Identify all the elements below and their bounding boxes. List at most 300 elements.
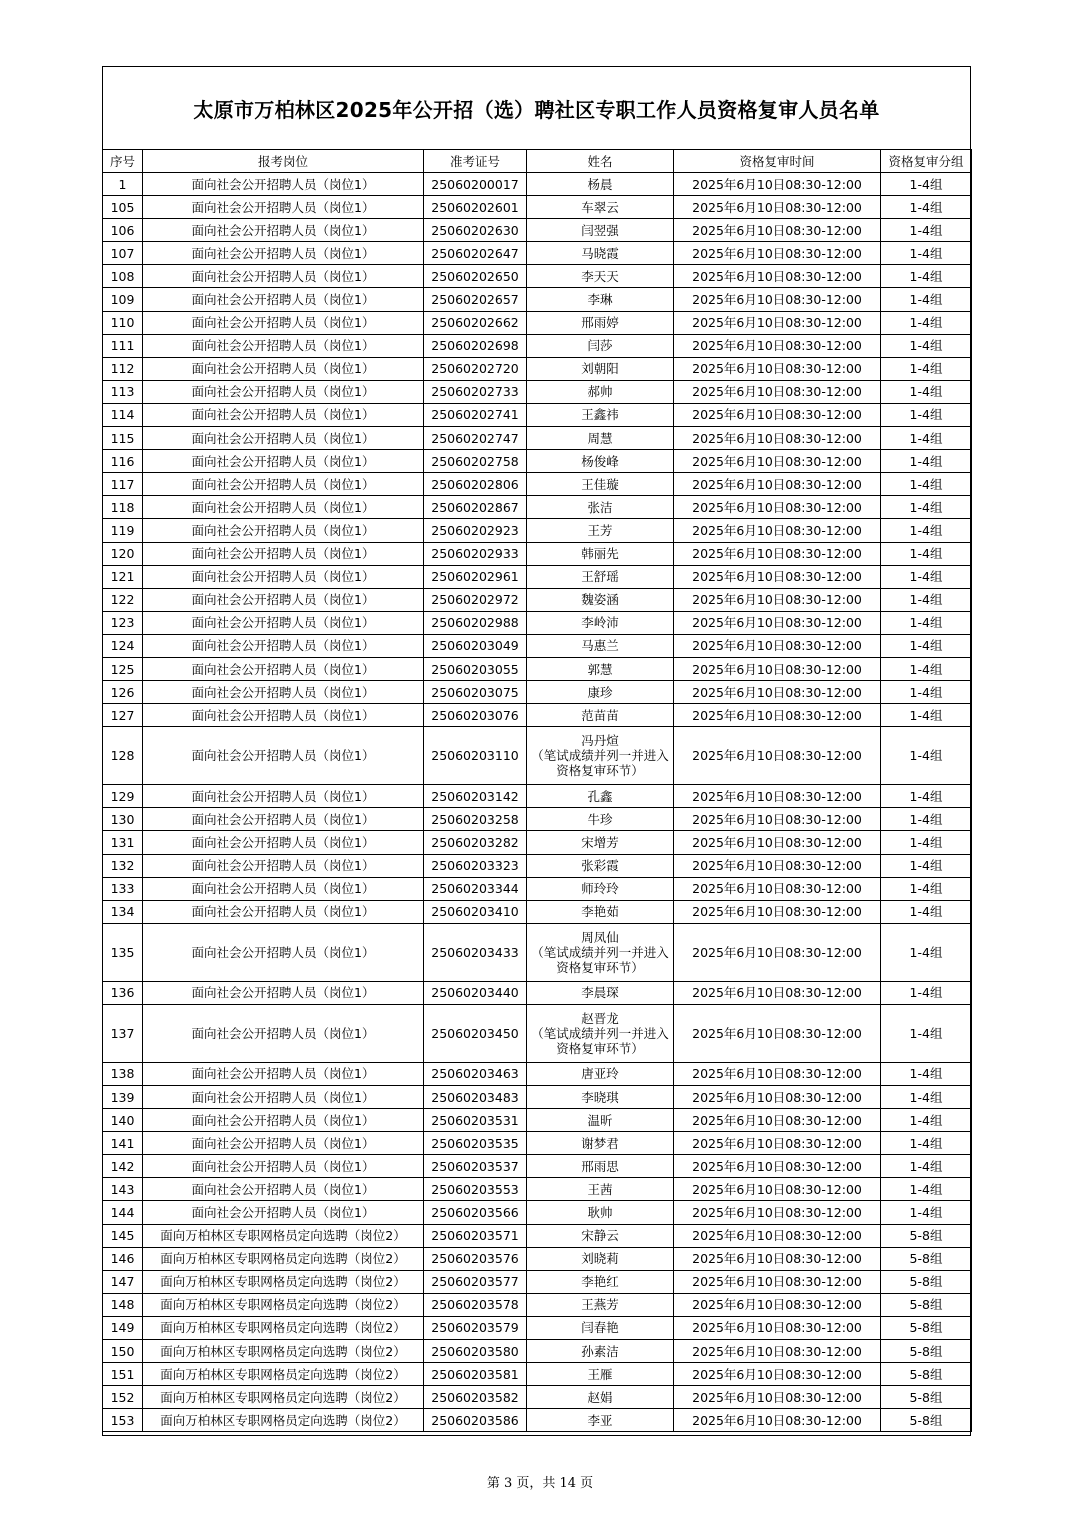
row-review-group: 1-4组 [881, 311, 972, 334]
row-name: 康珍 [527, 681, 674, 704]
row-review-time: 2025年6月10日08:30-12:00 [674, 923, 881, 981]
row-review-time: 2025年6月10日08:30-12:00 [674, 657, 881, 680]
row-review-time: 2025年6月10日08:30-12:00 [674, 1109, 881, 1132]
row-no: 127 [103, 704, 143, 727]
row-name: 李艳茹 [527, 900, 674, 923]
row-name [527, 923, 674, 981]
row-review-group: 1-4组 [881, 785, 972, 808]
table-row [103, 877, 972, 900]
row-exam-number: 25060202647 [424, 242, 527, 265]
table-row [103, 219, 972, 242]
row-name-note: （笔试成绩并列一并进入 [531, 748, 669, 764]
table-row [103, 657, 972, 680]
row-name: 李琳 [527, 288, 674, 311]
row-post: 面向社会公开招聘人员（岗位1） [143, 542, 424, 565]
row-review-group: 1-4组 [881, 473, 972, 496]
row-no: 139 [103, 1086, 143, 1109]
row-review-time: 2025年6月10日08:30-12:00 [674, 1224, 881, 1247]
row-review-time: 2025年6月10日08:30-12:00 [674, 1363, 881, 1386]
row-review-time: 2025年6月10日08:30-12:00 [674, 1201, 881, 1224]
row-exam-number: 25060203535 [424, 1132, 527, 1155]
row-post: 面向万柏林区专职网格员定向选聘（岗位2） [143, 1363, 424, 1386]
row-name: 郝帅 [527, 380, 674, 403]
row-review-time: 2025年6月10日08:30-12:00 [674, 634, 881, 657]
row-review-time: 2025年6月10日08:30-12:00 [674, 808, 881, 831]
table-row [103, 785, 972, 808]
table-row [103, 265, 972, 288]
row-post: 面向万柏林区专职网格员定向选聘（岗位2） [143, 1270, 424, 1293]
row-name: 李岭沛 [527, 611, 674, 634]
row-exam-number: 25060203433 [424, 923, 527, 981]
row-review-group: 1-4组 [881, 380, 972, 403]
row-no: 121 [103, 565, 143, 588]
row-no: 132 [103, 854, 143, 877]
row-review-time: 2025年6月10日08:30-12:00 [674, 542, 881, 565]
row-exam-number: 25060202741 [424, 403, 527, 426]
row-exam-number: 25060203582 [424, 1386, 527, 1409]
row-name: 杨俊峰 [527, 450, 674, 473]
row-exam-number: 25060200017 [424, 173, 527, 196]
row-name: 闫莎 [527, 334, 674, 357]
row-review-group: 1-4组 [881, 657, 972, 680]
row-exam-number: 25060202867 [424, 496, 527, 519]
row-exam-number: 25060203410 [424, 900, 527, 923]
row-name: 宋静云 [527, 1224, 674, 1247]
row-name: 师玲玲 [527, 877, 674, 900]
row-no: 111 [103, 334, 143, 357]
row-review-group: 1-4组 [881, 565, 972, 588]
row-no: 145 [103, 1224, 143, 1247]
row-post: 面向万柏林区专职网格员定向选聘（岗位2） [143, 1316, 424, 1339]
row-name: 张彩霞 [527, 854, 674, 877]
row-exam-number: 25060203282 [424, 831, 527, 854]
row-review-group: 5-8组 [881, 1247, 972, 1270]
row-name: 邢雨婷 [527, 311, 674, 334]
page-footer: 第 3 页，共 14 页 [486, 1476, 594, 1491]
row-exam-number: 25060203055 [424, 657, 527, 680]
row-post: 面向万柏林区专职网格员定向选聘（岗位2） [143, 1340, 424, 1363]
row-no: 110 [103, 311, 143, 334]
row-no: 138 [103, 1062, 143, 1085]
row-exam-number: 25060203553 [424, 1178, 527, 1201]
row-exam-number: 25060203075 [424, 681, 527, 704]
row-review-time: 2025年6月10日08:30-12:00 [674, 900, 881, 923]
row-post: 面向社会公开招聘人员（岗位1） [143, 519, 424, 542]
row-post: 面向社会公开招聘人员（岗位1） [143, 380, 424, 403]
row-post: 面向社会公开招聘人员（岗位1） [143, 681, 424, 704]
row-review-group: 1-4组 [881, 542, 972, 565]
roster-table [102, 149, 972, 1432]
row-no: 125 [103, 657, 143, 680]
row-post: 面向万柏林区专职网格员定向选聘（岗位2） [143, 1409, 424, 1432]
table-row [103, 1409, 972, 1432]
table-row [103, 565, 972, 588]
row-exam-number: 25060202650 [424, 265, 527, 288]
header-no: 序号 [103, 150, 143, 173]
table-row [103, 173, 972, 196]
row-no: 106 [103, 219, 143, 242]
row-name: 李亚 [527, 1409, 674, 1432]
row-name: 李晓琪 [527, 1086, 674, 1109]
row-post: 面向社会公开招聘人员（岗位1） [143, 981, 424, 1004]
row-review-time: 2025年6月10日08:30-12:00 [674, 1293, 881, 1316]
row-post: 面向社会公开招聘人员（岗位1） [143, 704, 424, 727]
row-post: 面向社会公开招聘人员（岗位1） [143, 265, 424, 288]
row-no: 146 [103, 1247, 143, 1270]
row-no: 130 [103, 808, 143, 831]
header-review-group: 资格复审分组 [881, 150, 972, 173]
row-exam-number: 25060202961 [424, 565, 527, 588]
row-name: 王佳璇 [527, 473, 674, 496]
row-exam-number: 25060203463 [424, 1062, 527, 1085]
row-name: 王雁 [527, 1363, 674, 1386]
table-row [103, 1155, 972, 1178]
row-review-time: 2025年6月10日08:30-12:00 [674, 727, 881, 785]
row-name: 宋增芳 [527, 831, 674, 854]
row-post: 面向社会公开招聘人员（岗位1） [143, 634, 424, 657]
row-no: 151 [103, 1363, 143, 1386]
row-post: 面向社会公开招聘人员（岗位1） [143, 334, 424, 357]
row-post: 面向社会公开招聘人员（岗位1） [143, 496, 424, 519]
row-review-time: 2025年6月10日08:30-12:00 [674, 1270, 881, 1293]
row-review-time: 2025年6月10日08:30-12:00 [674, 611, 881, 634]
row-exam-number: 25060202747 [424, 427, 527, 450]
row-exam-number: 25060203344 [424, 877, 527, 900]
row-name: 孔鑫 [527, 785, 674, 808]
row-review-group: 1-4组 [881, 727, 972, 785]
row-no: 143 [103, 1178, 143, 1201]
row-no: 150 [103, 1340, 143, 1363]
row-review-group: 1-4组 [881, 334, 972, 357]
row-review-time: 2025年6月10日08:30-12:00 [674, 981, 881, 1004]
row-no: 141 [103, 1132, 143, 1155]
row-review-group: 5-8组 [881, 1293, 972, 1316]
row-review-time: 2025年6月10日08:30-12:00 [674, 288, 881, 311]
row-post: 面向社会公开招聘人员（岗位1） [143, 565, 424, 588]
row-exam-number: 25060202601 [424, 196, 527, 219]
row-no: 148 [103, 1293, 143, 1316]
table-row [103, 242, 972, 265]
table-row [103, 831, 972, 854]
row-review-group: 1-4组 [881, 923, 972, 981]
row-no: 133 [103, 877, 143, 900]
row-post: 面向社会公开招聘人员（岗位1） [143, 311, 424, 334]
row-no: 105 [103, 196, 143, 219]
row-name: 李天天 [527, 265, 674, 288]
row-exam-number: 25060202806 [424, 473, 527, 496]
row-review-group: 1-4组 [881, 519, 972, 542]
row-post: 面向社会公开招聘人员（岗位1） [143, 588, 424, 611]
row-review-time: 2025年6月10日08:30-12:00 [674, 219, 881, 242]
row-exam-number: 25060203537 [424, 1155, 527, 1178]
row-no: 152 [103, 1386, 143, 1409]
table-row [103, 611, 972, 634]
header-row [103, 150, 972, 173]
row-no: 109 [103, 288, 143, 311]
row-name: 赵娟 [527, 1386, 674, 1409]
table-row [103, 1363, 972, 1386]
row-post: 面向万柏林区专职网格员定向选聘（岗位2） [143, 1224, 424, 1247]
row-review-time: 2025年6月10日08:30-12:00 [674, 1004, 881, 1062]
table-row [103, 634, 972, 657]
row-review-time: 2025年6月10日08:30-12:00 [674, 173, 881, 196]
table-row [103, 1178, 972, 1201]
table-row [103, 1086, 972, 1109]
row-exam-number: 25060203076 [424, 704, 527, 727]
row-review-group: 1-4组 [881, 196, 972, 219]
row-name: 郭慧 [527, 657, 674, 680]
row-no: 137 [103, 1004, 143, 1062]
row-review-group: 1-4组 [881, 1201, 972, 1224]
row-post: 面向社会公开招聘人员（岗位1） [143, 403, 424, 426]
table-row [103, 1293, 972, 1316]
row-name: 杨晨 [527, 173, 674, 196]
row-no: 136 [103, 981, 143, 1004]
row-post: 面向社会公开招聘人员（岗位1） [143, 357, 424, 380]
row-name: 韩丽先 [527, 542, 674, 565]
table-row [103, 808, 972, 831]
row-review-time: 2025年6月10日08:30-12:00 [674, 357, 881, 380]
row-post: 面向社会公开招聘人员（岗位1） [143, 1178, 424, 1201]
row-name: 温昕 [527, 1109, 674, 1132]
table-row [103, 1247, 972, 1270]
table-row [103, 681, 972, 704]
row-no: 118 [103, 496, 143, 519]
row-review-group: 1-4组 [881, 496, 972, 519]
table-row [103, 923, 972, 981]
row-no: 129 [103, 785, 143, 808]
row-review-group: 5-8组 [881, 1386, 972, 1409]
row-no: 131 [103, 831, 143, 854]
row-post: 面向社会公开招聘人员（岗位1） [143, 1086, 424, 1109]
row-no: 1 [103, 173, 143, 196]
row-post: 面向社会公开招聘人员（岗位1） [143, 854, 424, 877]
row-post: 面向社会公开招聘人员（岗位1） [143, 727, 424, 785]
row-review-time: 2025年6月10日08:30-12:00 [674, 877, 881, 900]
row-name: 李艳红 [527, 1270, 674, 1293]
row-name: 王舒瑶 [527, 565, 674, 588]
row-exam-number: 25060203577 [424, 1270, 527, 1293]
table-row [103, 1062, 972, 1085]
row-review-group: 1-4组 [881, 1132, 972, 1155]
row-name: 耿帅 [527, 1201, 674, 1224]
row-post: 面向社会公开招聘人员（岗位1） [143, 1132, 424, 1155]
row-review-time: 2025年6月10日08:30-12:00 [674, 334, 881, 357]
row-post: 面向社会公开招聘人员（岗位1） [143, 242, 424, 265]
row-exam-number: 25060202720 [424, 357, 527, 380]
row-review-group: 1-4组 [881, 1155, 972, 1178]
row-no: 128 [103, 727, 143, 785]
table-row [103, 1132, 972, 1155]
row-no: 134 [103, 900, 143, 923]
row-post: 面向社会公开招聘人员（岗位1） [143, 877, 424, 900]
table-row [103, 1340, 972, 1363]
row-review-time: 2025年6月10日08:30-12:00 [674, 1086, 881, 1109]
table-row [103, 588, 972, 611]
table-row [103, 519, 972, 542]
row-name-note: 资格复审环节） [556, 959, 644, 975]
row-review-group: 5-8组 [881, 1224, 972, 1247]
row-exam-number: 25060203323 [424, 854, 527, 877]
row-exam-number: 25060202657 [424, 288, 527, 311]
row-review-group: 5-8组 [881, 1270, 972, 1293]
row-review-group: 1-4组 [881, 704, 972, 727]
row-post: 面向社会公开招聘人员（岗位1） [143, 196, 424, 219]
row-review-time: 2025年6月10日08:30-12:00 [674, 1340, 881, 1363]
row-review-group: 5-8组 [881, 1316, 972, 1339]
row-exam-number: 25060202988 [424, 611, 527, 634]
row-exam-number: 25060203142 [424, 785, 527, 808]
row-no: 119 [103, 519, 143, 542]
row-no: 140 [103, 1109, 143, 1132]
table-row [103, 196, 972, 219]
row-review-time: 2025年6月10日08:30-12:00 [674, 519, 881, 542]
row-no: 114 [103, 403, 143, 426]
row-review-group: 1-4组 [881, 403, 972, 426]
row-name-text: 冯丹煊 [581, 733, 619, 749]
row-name: 孙素洁 [527, 1340, 674, 1363]
table-row [103, 1270, 972, 1293]
table-row [103, 311, 972, 334]
row-post: 面向社会公开招聘人员（岗位1） [143, 427, 424, 450]
row-review-time: 2025年6月10日08:30-12:00 [674, 1132, 881, 1155]
row-review-time: 2025年6月10日08:30-12:00 [674, 380, 881, 403]
row-review-group: 1-4组 [881, 634, 972, 657]
table-row [103, 288, 972, 311]
row-exam-number: 25060202923 [424, 519, 527, 542]
row-review-time: 2025年6月10日08:30-12:00 [674, 1386, 881, 1409]
row-exam-number: 25060203110 [424, 727, 527, 785]
row-review-time: 2025年6月10日08:30-12:00 [674, 265, 881, 288]
row-post: 面向社会公开招聘人员（岗位1） [143, 1201, 424, 1224]
row-review-time: 2025年6月10日08:30-12:00 [674, 242, 881, 265]
row-no: 147 [103, 1270, 143, 1293]
row-review-time: 2025年6月10日08:30-12:00 [674, 196, 881, 219]
row-post: 面向社会公开招聘人员（岗位1） [143, 1109, 424, 1132]
row-exam-number: 25060203258 [424, 808, 527, 831]
row-no: 122 [103, 588, 143, 611]
row-exam-number: 25060203450 [424, 1004, 527, 1062]
row-name: 王鑫祎 [527, 403, 674, 426]
row-name: 王茜 [527, 1178, 674, 1201]
row-exam-number: 25060202630 [424, 219, 527, 242]
row-no: 153 [103, 1409, 143, 1432]
row-review-group: 1-4组 [881, 681, 972, 704]
row-exam-number: 25060202662 [424, 311, 527, 334]
table-row [103, 357, 972, 380]
row-no: 117 [103, 473, 143, 496]
row-exam-number: 25060203440 [424, 981, 527, 1004]
row-review-time: 2025年6月10日08:30-12:00 [674, 1062, 881, 1085]
page-title: 太原市万柏林区2025年公开招（选）聘社区专职工作人员资格复审人员名单 [193, 97, 880, 122]
row-name: 车翠云 [527, 196, 674, 219]
row-review-group: 1-4组 [881, 808, 972, 831]
row-no: 124 [103, 634, 143, 657]
row-review-time: 2025年6月10日08:30-12:00 [674, 473, 881, 496]
row-name [527, 727, 674, 785]
row-no: 123 [103, 611, 143, 634]
row-name: 谢梦君 [527, 1132, 674, 1155]
row-exam-number: 25060203581 [424, 1363, 527, 1386]
row-no: 108 [103, 265, 143, 288]
row-review-time: 2025年6月10日08:30-12:00 [674, 1178, 881, 1201]
row-review-group: 1-4组 [881, 1004, 972, 1062]
row-exam-number: 25060202933 [424, 542, 527, 565]
row-post: 面向社会公开招聘人员（岗位1） [143, 808, 424, 831]
row-post: 面向万柏林区专职网格员定向选聘（岗位2） [143, 1386, 424, 1409]
table-row [103, 727, 972, 785]
row-review-group: 1-4组 [881, 219, 972, 242]
row-review-time: 2025年6月10日08:30-12:00 [674, 704, 881, 727]
row-review-group: 1-4组 [881, 611, 972, 634]
row-name-note: 资格复审环节） [556, 1040, 644, 1056]
row-review-group: 1-4组 [881, 173, 972, 196]
row-name [527, 1004, 674, 1062]
row-exam-number: 25060202733 [424, 380, 527, 403]
row-review-time: 2025年6月10日08:30-12:00 [674, 1316, 881, 1339]
row-review-time: 2025年6月10日08:30-12:00 [674, 403, 881, 426]
row-post: 面向社会公开招聘人员（岗位1） [143, 923, 424, 981]
row-exam-number: 25060202758 [424, 450, 527, 473]
table-row [103, 1316, 972, 1339]
row-no: 149 [103, 1316, 143, 1339]
row-name: 唐亚玲 [527, 1062, 674, 1085]
row-review-time: 2025年6月10日08:30-12:00 [674, 1247, 881, 1270]
row-post: 面向社会公开招聘人员（岗位1） [143, 288, 424, 311]
row-no: 113 [103, 380, 143, 403]
row-review-group: 1-4组 [881, 1062, 972, 1085]
row-review-group: 1-4组 [881, 981, 972, 1004]
table-row [103, 1109, 972, 1132]
row-review-group: 1-4组 [881, 1109, 972, 1132]
row-review-group: 1-4组 [881, 1178, 972, 1201]
row-name: 王燕芳 [527, 1293, 674, 1316]
header-exam-number: 准考证号 [424, 150, 527, 173]
row-name: 范苗苗 [527, 704, 674, 727]
row-name: 刘朝阳 [527, 357, 674, 380]
row-name: 邢雨思 [527, 1155, 674, 1178]
row-review-group: 5-8组 [881, 1409, 972, 1432]
header-post: 报考岗位 [143, 150, 424, 173]
row-review-group: 1-4组 [881, 588, 972, 611]
row-review-time: 2025年6月10日08:30-12:00 [674, 1155, 881, 1178]
row-name: 李晨琛 [527, 981, 674, 1004]
row-post: 面向社会公开招聘人员（岗位1） [143, 611, 424, 634]
table-row [103, 450, 972, 473]
row-exam-number: 25060203580 [424, 1340, 527, 1363]
row-review-group: 1-4组 [881, 1086, 972, 1109]
row-post: 面向社会公开招聘人员（岗位1） [143, 657, 424, 680]
row-review-group: 1-4组 [881, 427, 972, 450]
table-row [103, 496, 972, 519]
row-name-text: 赵晋龙 [581, 1010, 619, 1026]
row-exam-number: 25060203049 [424, 634, 527, 657]
row-post: 面向社会公开招聘人员（岗位1） [143, 1062, 424, 1085]
row-exam-number: 25060203483 [424, 1086, 527, 1109]
row-review-group: 1-4组 [881, 877, 972, 900]
row-no: 142 [103, 1155, 143, 1178]
row-exam-number: 25060203578 [424, 1293, 527, 1316]
row-review-time: 2025年6月10日08:30-12:00 [674, 831, 881, 854]
row-name: 闫春艳 [527, 1316, 674, 1339]
row-name: 马惠兰 [527, 634, 674, 657]
table-row [103, 403, 972, 426]
row-name: 牛珍 [527, 808, 674, 831]
row-review-group: 5-8组 [881, 1363, 972, 1386]
row-no: 115 [103, 427, 143, 450]
row-name-note: 资格复审环节） [556, 763, 644, 779]
row-name: 张洁 [527, 496, 674, 519]
